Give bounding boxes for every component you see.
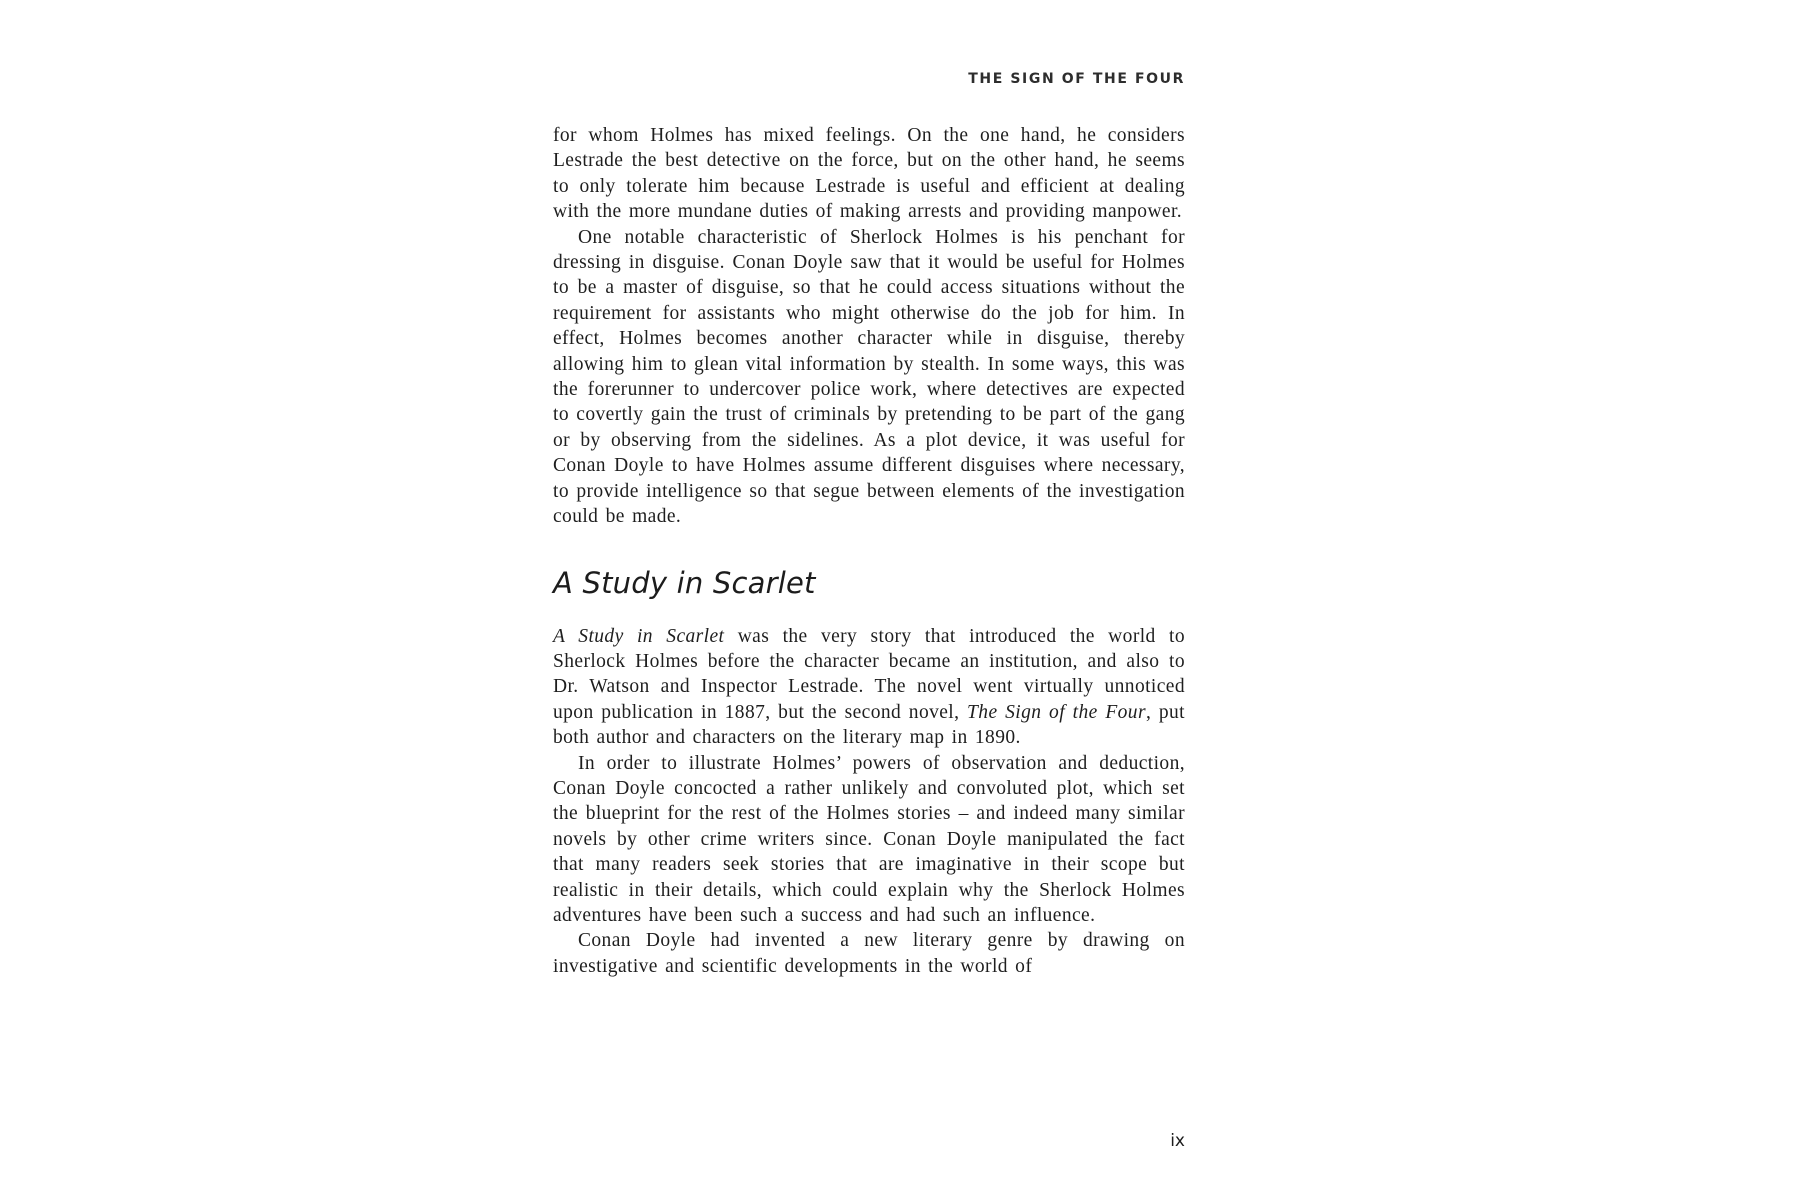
paragraph-text: , put both author and characters on the literary map in 1890. [553, 701, 1185, 749]
page-number: ix [1170, 1131, 1185, 1151]
paragraph-new-genre: Conan Doyle had invented a new literary genre by drawing on investigative and scientific developments in the world of [553, 930, 1185, 977]
text-block [553, 123, 1185, 979]
paragraph-text: was the very story that introduced the world to Sherlock Holmes before the character became an institution, and also to Dr. Watson and Inspector Lestrade. The novel went virtually unnoticed upon publication in 1887, but the second novel, [553, 625, 1185, 723]
book-title-italic: The Sign of the Four [967, 701, 1146, 723]
paragraph-disguise: One notable characteristic of Sherlock Holmes is his penchant for dressing in disguise. Conan Doyle saw that it would be useful for Holmes to be a master of disguise, so that he could access situations without the requirement for assistants who might otherwise do the job for him. In effect, Holmes becomes another character while in disguise, thereby allowing him to glean vital information by stealth. In some ways, this was the forerunner to undercover police work, where detectives are expected to covertly gain the trust of criminals by pretending to be part of the gang or by observing from the sidelines. As a plot device, it was useful for Conan Doyle to have Holmes assume different disguises where necessary, to provide intelligence so that segue between elements of the investigation could be made. [553, 226, 1185, 528]
paragraph-study-in-scarlet [553, 624, 1185, 751]
paragraph-continuation: for whom Holmes has mixed feelings. On the one hand, he considers Lestrade the best detective on the force, but on the other hand, he seems to only tolerate him because Lestrade is useful and efficient at dealing with the more mundane duties of making arrests and providing manpower. [553, 125, 1185, 223]
running-head: THE SIGN OF THE FOUR [968, 71, 1185, 87]
book-title-italic: A Study in Scarlet [553, 625, 725, 647]
section-heading: A Study in Scarlet [553, 565, 816, 600]
paragraph-observation: In order to illustrate Holmes’ powers of observation and deduction, Conan Doyle concocted a rather unlikely and convoluted plot, which set the blueprint for the rest of the Holmes stories – and indeed many similar novels by other crime writers since. Conan Doyle manipulated the fact that many readers seek stories that are imaginative in their scope but realistic in their details, which could explain why the Sherlock Holmes adventures have been such a success and had such an influence. [553, 752, 1185, 926]
